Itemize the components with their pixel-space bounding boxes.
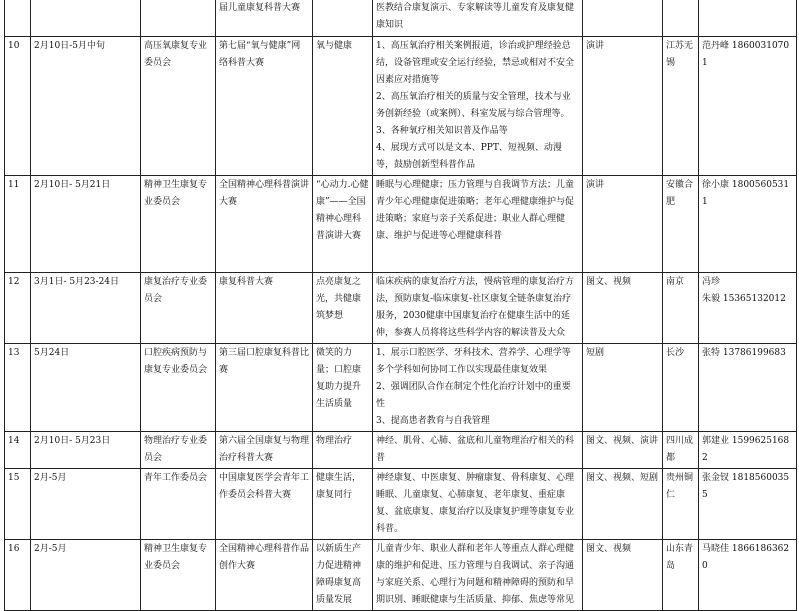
cell-no: 11: [5, 176, 31, 273]
cell-theme: 微笑的力量；口腔康复助力提升生活质量: [313, 344, 373, 432]
cell-no: 16: [5, 540, 31, 611]
cell-event: 全国精神心理科普作品创作大赛: [216, 540, 313, 611]
cell-date: 5月24日: [31, 344, 141, 432]
cell-theme: 健康生活，康复同行: [313, 469, 373, 540]
cell-event: 届儿童康复科普大赛: [216, 0, 313, 37]
table-row: [5, 344, 797, 432]
table-row: [5, 432, 797, 469]
cell-event: 中国康复医学会青年工作委员会科普大赛: [216, 469, 313, 540]
cell-theme: “心动力.心健康”——全国精神心理科普演讲大赛: [313, 176, 373, 273]
cell-city: 长沙: [663, 344, 699, 432]
cell-no: 13: [5, 344, 31, 432]
events-table: [4, 0, 797, 611]
cell-contact: 张特 13786199683: [699, 344, 797, 432]
cell-form: 图文、视频: [583, 540, 663, 611]
cell-org: 口腔疾病预防与康复专业委员会: [141, 344, 216, 432]
cell-event: 第七届“氧与健康”网络科普大赛: [216, 37, 313, 176]
cell-city: [663, 0, 699, 37]
cell-content: 1、展示口腔医学、牙科技术、营养学、心理学等多个学科如何协同工作以实现最佳康复效果 2、强调团队合作在制定个性化治疗计划中的重要性 3、提高患者教育与自我管理: [373, 344, 583, 432]
cell-contact: 张金钗 18185600355: [699, 469, 797, 540]
cell-content: 睡眠与心理健康；压力管理与自我调节方法；儿童青少年心理健康促进策略；老年心理健康维护与促进策略；家庭与亲子关系促进；职业人群心理健康、维护与促进等心理健康科普: [373, 176, 583, 273]
cell-date: 2月10日- 5月23日: [31, 432, 141, 469]
cell-city: 南京: [663, 273, 699, 344]
table-row: [5, 0, 797, 37]
cell-form: 图文、视频、演讲: [583, 432, 663, 469]
cell-date: [31, 0, 141, 37]
cell-content: 医教结合康复演示、专家解读等儿童发育及康复健康知识: [373, 0, 583, 37]
cell-date: 2月10日-5月中旬: [31, 37, 141, 176]
cell-no: 14: [5, 432, 31, 469]
table-row: [5, 273, 797, 344]
cell-city: 山东青岛: [663, 540, 699, 611]
cell-no: [5, 0, 31, 37]
cell-event: 第六届全国康复与物理治疗科普大赛: [216, 432, 313, 469]
cell-content: 儿童青少年、职业人群和老年人等重点人群心理健康的维护和促进、压力管理与自我调试、亲子沟通与家庭关系、心理行为问题和精神障碍的预防和早期识别、睡眠健康与生活质量、抑郁、焦虑等常见: [373, 540, 583, 611]
cell-form: 图文、视频、短剧: [583, 469, 663, 540]
cell-theme: 物理治疗: [313, 432, 373, 469]
table-row: [5, 37, 797, 176]
cell-form: 图文、视频: [583, 273, 663, 344]
cell-contact: 马晓佳 18661863620: [699, 540, 797, 611]
cell-content: 1、高压氧治疗相关案例报道，诊治或护理经验总结，设备管理或安全运行经验，禁忌或相对不安全因素应对措施等 2、高压氧治疗相关的质量与安全管理，技术与业务创新经验（或案例）、科室发展与综合管理等。 3、各种氧疗相关知识普及作品等 4、展现方式可以是文本、PPT、短视频、动漫等，鼓励创新型科普作品: [373, 37, 583, 176]
cell-content: 神经、肌骨、心肺、盆底和儿童物理治疗相关的科普: [373, 432, 583, 469]
cell-org: 精神卫生康复专业委员会: [141, 176, 216, 273]
cell-theme: 氧与健康: [313, 37, 373, 176]
cell-form: 演讲: [583, 176, 663, 273]
cell-date: 2月10日- 5月21日: [31, 176, 141, 273]
table-row: [5, 540, 797, 611]
table-row: [5, 469, 797, 540]
cell-org: 康复治疗专业委员会: [141, 273, 216, 344]
cell-form: [583, 0, 663, 37]
cell-content: 临床疾病的康复治疗方法，慢病管理的康复治疗方法，预防康复-临床康复-社区康复全链条康复治疗服务，2030健康中国康复治疗在健康生活中的延伸，参赛人员将将这些科学内容的解读普及大众: [373, 273, 583, 344]
cell-contact: 冯珍 朱毅 15365132012: [699, 273, 797, 344]
cell-no: 10: [5, 37, 31, 176]
cell-date: 2月-5月: [31, 540, 141, 611]
cell-theme: 以新质生产力促进精神障碍康复高质量发展: [313, 540, 373, 611]
cell-org: 高压氧康复专业委员会: [141, 37, 216, 176]
cell-org: 物理治疗专业委员会: [141, 432, 216, 469]
cell-city: 安徽合肥: [663, 176, 699, 273]
cell-city: 贵州铜仁: [663, 469, 699, 540]
cell-date: 2月-5月: [31, 469, 141, 540]
cell-form: 演讲: [583, 37, 663, 176]
cell-city: 江苏无锡: [663, 37, 699, 176]
cell-content: 神经康复、中医康复、肿瘤康复、骨科康复、心理睡眠、儿童康复、心肺康复、老年康复、重症康复、盆底康复、康复治疗以及康复护理等康复专业科普。: [373, 469, 583, 540]
cell-event: 全国精神心理科普演讲大赛: [216, 176, 313, 273]
cell-org: 精神卫生康复专业委员会: [141, 540, 216, 611]
cell-date: 3月1日- 5月23-24日: [31, 273, 141, 344]
cell-contact: [699, 0, 797, 37]
cell-org: [141, 0, 216, 37]
cell-event: 第三届口腔康复科普比赛: [216, 344, 313, 432]
cell-no: 12: [5, 273, 31, 344]
cell-event: 康复科普大赛: [216, 273, 313, 344]
cell-form: 短剧: [583, 344, 663, 432]
cell-contact: 徐小康 18005605311: [699, 176, 797, 273]
cell-org: 青年工作委员会: [141, 469, 216, 540]
cell-theme: 点亮康复之光，共健康筑梦想: [313, 273, 373, 344]
cell-city: 四川成都: [663, 432, 699, 469]
cell-theme: [313, 0, 373, 37]
cell-contact: 郭建业 15996251682: [699, 432, 797, 469]
cell-contact: 范丹峰 18600310701: [699, 37, 797, 176]
table-row: [5, 176, 797, 273]
cell-no: 15: [5, 469, 31, 540]
